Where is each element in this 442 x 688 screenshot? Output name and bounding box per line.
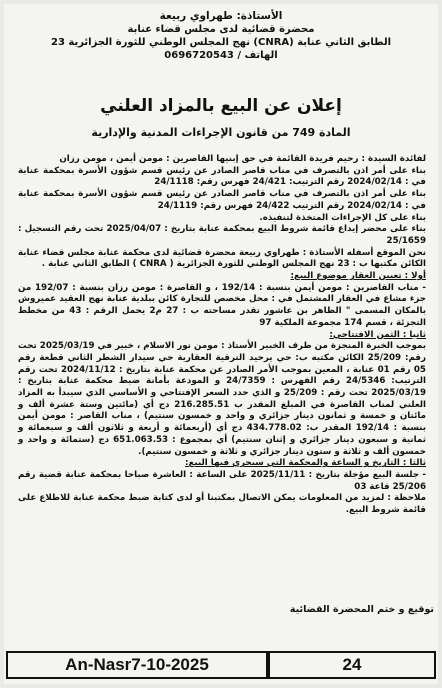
price-paragraph: بموجب الخبرة المنجزة من طرف الخبير الأستاذ : مومن نور الاسلام ، خبير في 2025/03/19 تحت رقم: 25/209 الكائن مكتبه ب: حي يرحيد الترقية العقارية حي سيدار الشطر الثاني قطعة رقم 05 رقم 01 عنابة ، المعين بموجب الأمر الصادر عن محكمة عنابة بتاريخ : 2024/11/12 تحت رقم الترتيب: 24/5346 رقم الفهرس : 24/7359 و المودعة بأمانة ضبط محكمة عنابة بتاريخ : 2025/03/19 تحت رقم : 25/209 و الذي حدد السعر الإفتتاحي و الأساسي الذي سيبدأ به المزاد العلني لمناب القاصرة في المبلغ المقدر ب 216.285.51 دج أي (مائتين وستة عشرة ألف و مائتان و خمسة و ثمانون دينار جزائري و واحد و خمسون سنتيم) ، مناب القاصر : مومن أيمن بنسبة : 192/14 المقدر ب: 434.778.02 دج أي (أربعمائة و أربعة و ثلاثون ألف و سبعمائة و ثمانية و سبعون دينار جزائري و إثنان سنتيم) أي بمجموع : 651.063.53 دج (ستمائة و واحد و خمسون ألف و ثلاثة و ستون دينار جزائري و ثلاثة و خمسون سنتيم). (18, 341, 427, 457)
notice-subtitle: المادة 749 من قانون الإجراءات المدنية والإدارية (91, 126, 351, 139)
bailiff-phone: الهاتف / 0696720543 (164, 50, 278, 61)
page-number-box: 24 (268, 651, 436, 679)
newspaper-page (4, 4, 438, 684)
newspaper-date-box: An-Nasr7-10-2025 (6, 651, 268, 679)
section-heading-price: ثانيا : الثمن الافتتاحي: (329, 329, 426, 340)
signature-line: توقيع و ختم المحضرة القضائية (289, 604, 434, 615)
deposit-paragraph: بناء على محضر إيداع قائمة شروط البيع بمحكمة عنابة بتاريخ : 2025/04/07 تحت رقم التسجيل : 25/1659 (18, 224, 426, 246)
order-paragraph-1: بناء على أمر اذن بالتصرف في مناب قاصر الصادر عن رئيس قسم شؤون الأسرة بمحكمة عنابة في : 2024/02/14 رقم الترتيب: 24/421 فهرس رقم: 24/1118 (18, 165, 426, 188)
procedures-paragraph: بناء على كل الإجراءات المتخذة لتنفيذه. (259, 212, 426, 223)
note-paragraph: ملاحظة : لمزيد من المعلومات يمكن الاتصال بمكتبنا أو لدى كتابة ضبط محكمة عنابة للاطلاع على قائمة شروط البيع. (18, 493, 426, 516)
bailiff-address: 23 نهج المجلس الوطني للثورة الجزائرية (CNRA) الطابق الثاني عنابة (50, 37, 392, 48)
section-heading-property: أولا : تعيين العقار موضوع البيع: (290, 271, 426, 282)
beneficiary-paragraph: لفائدة السيدة : رحيم فريدة القائمة في حق إبنيها القاصرين : مومن أيمن ، مومن رزان (59, 154, 426, 164)
notice-body (18, 154, 426, 517)
bailiff-name: الأستاذة: طهراوي ربيعة (159, 10, 283, 22)
property-paragraph: - مناب القاصرين : مومن أيمن بنسبة : 192/14 ، و القاصرة : مومن رزان بنسبة : 192/07 من جزء مشاع في العقار المشتمل في : محل مخصص للتجارة كائن ببلدية عنابة نهج العقيد عميروش بالمكان المسمى " الظاهر بن عاشور تقدر مساحته ب : 27 م2 يحمل الرقم : 43 من مخطط التجزئة ، قسم 174 مجموعة الملكية 97 (18, 282, 426, 328)
signatory-paragraph: نحن الموقع أسفله الأستاذة : طهراوي ربيعة محضرة قضائية لدى محكمة عنابة مجلس قضاء عنابة الكائن مكتبها ب : 23 نهج المجلس الوطني للثورة الجزائرية ( CNRA ) الطابق الثاني عنابة . (18, 247, 426, 270)
section-heading-date: ثالثا : التاريخ و الساعة والمحكمة التي سيجري فيها البيع: (185, 458, 426, 469)
bailiff-header (4, 10, 438, 62)
notice-title: إعلان عن البيع بالمزاد العلني (100, 96, 342, 116)
date-paragraph: - جلسة البيع مؤجلة بتاريخ : 2025/11/11 على الساعة : العاشرة صباحا بمحكمة عنابة قضية رقم 25/206 قاعة 03 (18, 469, 426, 492)
order-paragraph-2: بناء على أمر اذن بالتصرف في مناب قاصر الصادر عن رئيس قسم شؤون الأسرة بمحكمة عنابة في : 2024/02/14 رقم الترتيب 24/422 فهرس رقم: 24/1119 (18, 189, 426, 211)
bailiff-title: محضرة قضائية لدى مجلس قضاء عنابة (127, 24, 315, 35)
